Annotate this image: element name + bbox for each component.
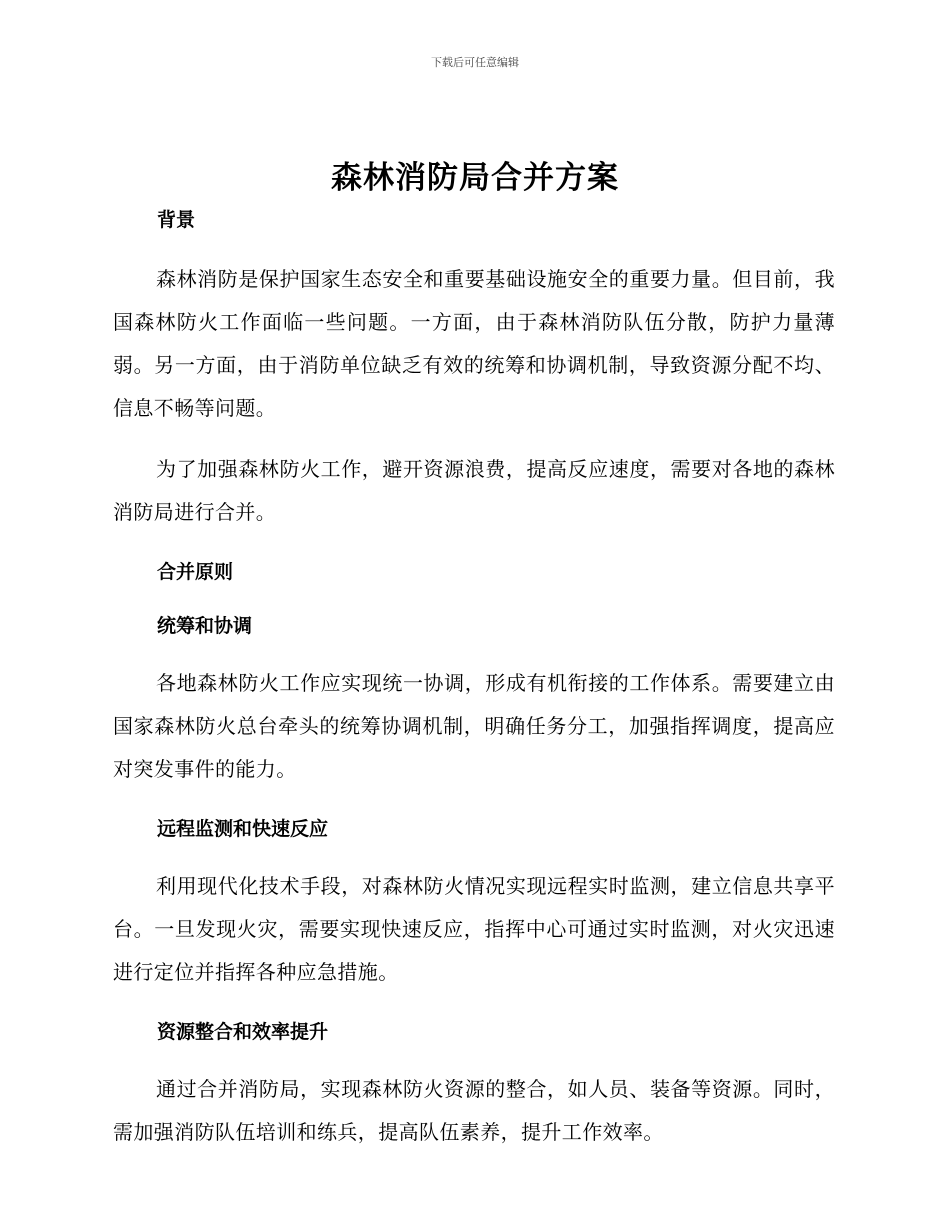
- paragraph-remote-monitoring: 利用现代化技术手段，对森林防火情况实现远程实时监测，建立信息共享平台。一旦发现火灾，需要实现快速反应，指挥中心可通过实时监测，对火灾迅速进行定位并指挥各种应急措施。: [113, 874, 835, 984]
- paragraph-background-1: 森林消防是保护国家生态安全和重要基础设施安全的重要力量。但目前，我国森林防火工作面临一些问题。一方面，由于森林消防队伍分散，防护力量薄弱。另一方面，由于消防单位缺乏有效的统筹和协调机制，导致资源分配不均、信息不畅等问题。: [113, 267, 835, 420]
- section-heading-background: 背景: [157, 209, 196, 231]
- section-heading-remote-monitoring: 远程监测和快速反应: [157, 818, 329, 840]
- paragraph-background-2: 为了加强森林防火工作，避开资源浪费，提高反应速度，需要对各地的森林消防局进行合并。: [113, 457, 835, 524]
- header-note: 下载后可任意编辑: [431, 56, 519, 69]
- paragraph-coordination: 各地森林防火工作应实现统一协调，形成有机衔接的工作体系。需要建立由国家森林防火总台牵头的统筹协调机制，明确任务分工，加强指挥调度，提高应对突发事件的能力。: [113, 671, 835, 781]
- section-heading-coordination: 统筹和协调: [157, 615, 253, 637]
- document-title: 森林消防局合并方案: [331, 160, 619, 196]
- section-heading-resource-integration: 资源整合和效率提升: [157, 1021, 329, 1043]
- document-body: [113, 204, 835, 1154]
- section-heading-merge-principles: 合并原则: [157, 561, 234, 583]
- paragraph-resource-integration: 通过合并消防局，实现森林防火资源的整合，如人员、装备等资源。同时，需加强消防队伍培训和练兵，提高队伍素养，提升工作效率。: [113, 1077, 835, 1144]
